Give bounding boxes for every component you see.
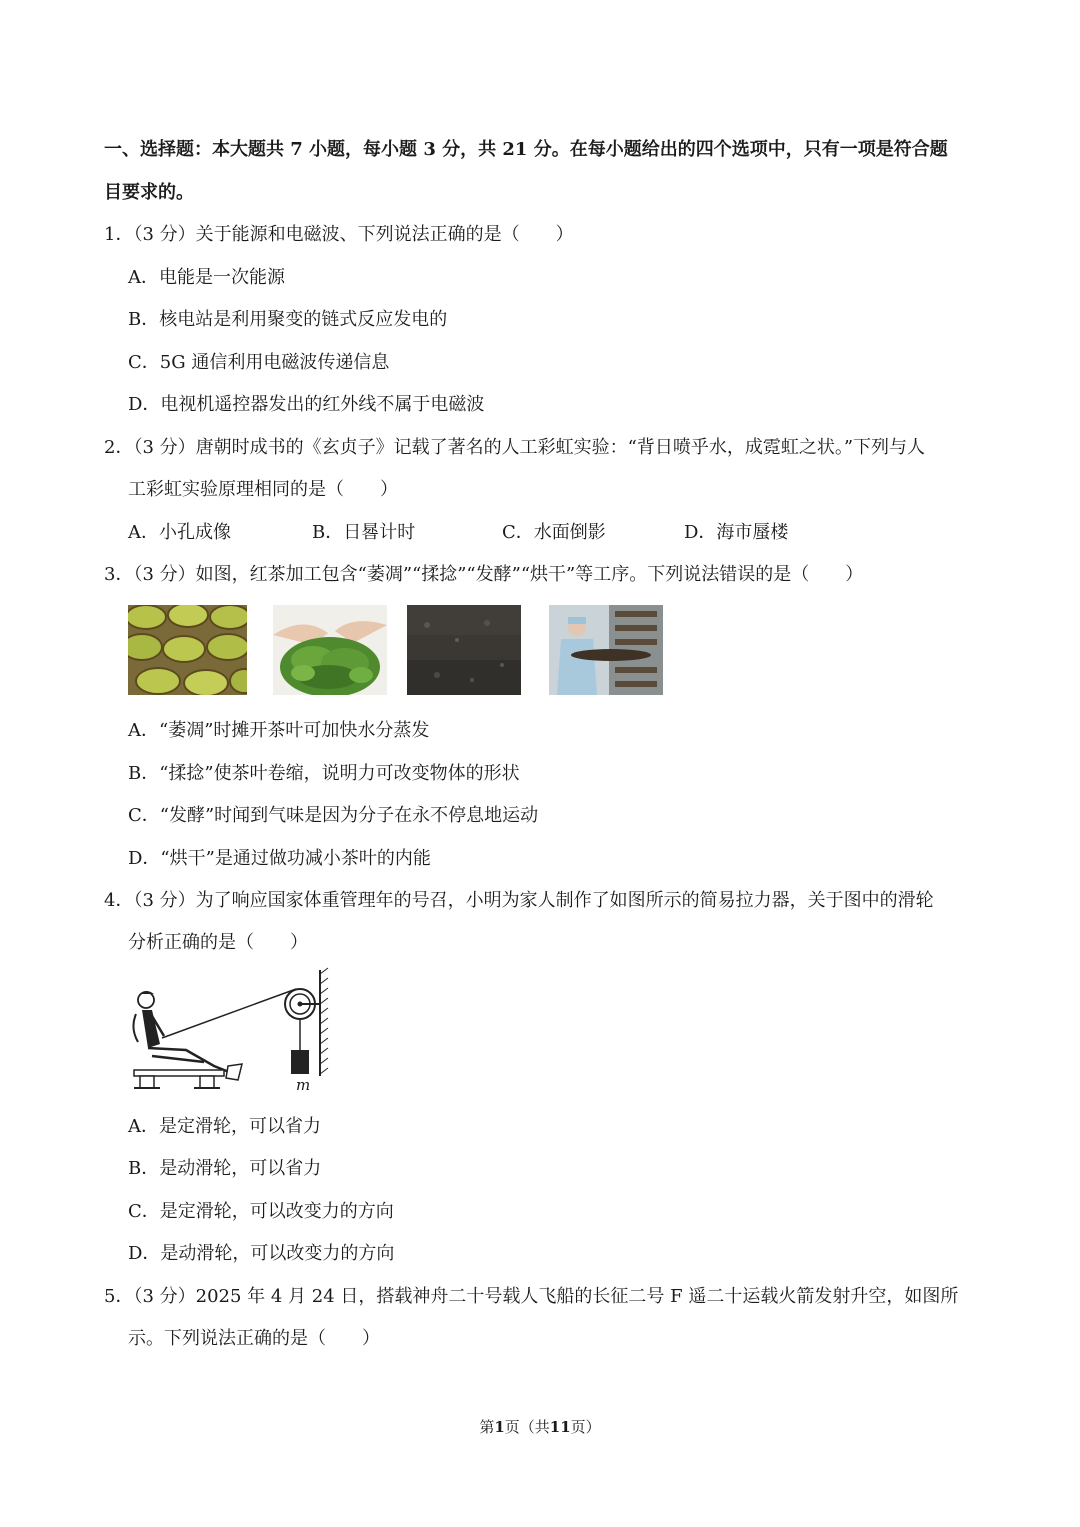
question-4-stem-cont: 分析正确的是（ ） <box>128 932 308 953</box>
question-2-option-b: B．日晷计时 <box>312 522 416 543</box>
page-number: 1 <box>494 1418 505 1436</box>
question-1-stem: 1．（3 分）关于能源和电磁波、下列说法正确的是（ ） <box>104 224 574 245</box>
question-2-stem-cont: 工彩虹实验原理相同的是（ ） <box>128 479 398 500</box>
question-3-option-a: A．“萎凋”时摊开茶叶可加快水分蒸发 <box>128 720 430 741</box>
question-2-option-a: A．小孔成像 <box>128 522 231 543</box>
question-4-option-c: C．是定滑轮，可以改变力的方向 <box>128 1201 394 1222</box>
question-1-option-a: A．电能是一次能源 <box>128 267 285 288</box>
question-3-option-c: C．“发酵”时闻到气味是因为分子在永不停息地运动 <box>128 805 539 826</box>
question-4-option-d: D．是动滑轮，可以改变力的方向 <box>128 1243 395 1264</box>
question-5-stem-cont: 示。下列说法正确的是（ ） <box>128 1328 380 1349</box>
page-footer <box>0 1416 1080 1437</box>
footer-prefix: 第 <box>479 1418 495 1436</box>
question-1-option-b: B．核电站是利用聚变的链式反应发电的 <box>128 309 448 330</box>
page-total: 11 <box>549 1418 571 1436</box>
section-heading: 一、选择题：本大题共 7 小题，每小题 3 分，共 21 分。在每小题给出的四个选项中，只有一项是符合题 <box>104 139 948 160</box>
drying-photo <box>549 605 663 695</box>
withering-photo <box>128 605 247 695</box>
question-4-stem: 4．（3 分）为了响应国家体重管理年的号召，小明为家人制作了如图所示的简易拉力器，关于图中的滑轮 <box>104 890 934 911</box>
fermenting-photo <box>407 605 521 695</box>
mass-label: m <box>296 1076 311 1094</box>
footer-middle: 页（共 <box>504 1418 550 1436</box>
question-5-stem: 5．（3 分）2025 年 4 月 24 日，搭载神舟二十号载人飞船的长征二号 F 遥二十运载火箭发射升空，如图所 <box>104 1286 959 1307</box>
question-2-option-c: C．水面倒影 <box>502 522 606 543</box>
question-4-option-b: B．是动滑轮，可以省力 <box>128 1158 322 1179</box>
question-4-option-a: A．是定滑轮，可以省力 <box>128 1116 321 1137</box>
question-2-option-d: D．海市蜃楼 <box>684 522 789 543</box>
question-3-option-d: D．“烘干”是通过做功减小茶叶的内能 <box>128 848 431 869</box>
section-heading-cont: 目要求的。 <box>104 182 194 203</box>
footer-suffix: 页） <box>570 1418 601 1436</box>
question-2-stem: 2．（3 分）唐朝时成书的《玄贞子》记载了著名的人工彩虹实验：“背日喷乎水，成霓虹之状。”下列与人 <box>104 437 926 458</box>
rolling-photo <box>273 605 387 695</box>
question-1-option-c: C．5G 通信利用电磁波传递信息 <box>128 352 390 373</box>
question-1-option-d: D．电视机遥控器发出的红外线不属于电磁波 <box>128 394 485 415</box>
question-3-stem: 3．（3 分）如图，红茶加工包含“萎凋”“揉捻”“发酵”“烘干”等工序。下列说法错误的是（ ） <box>104 564 864 585</box>
question-3-option-b: B．“揉捻”使茶叶卷缩，说明力可改变物体的形状 <box>128 763 520 784</box>
pulley-figure <box>124 966 334 1096</box>
